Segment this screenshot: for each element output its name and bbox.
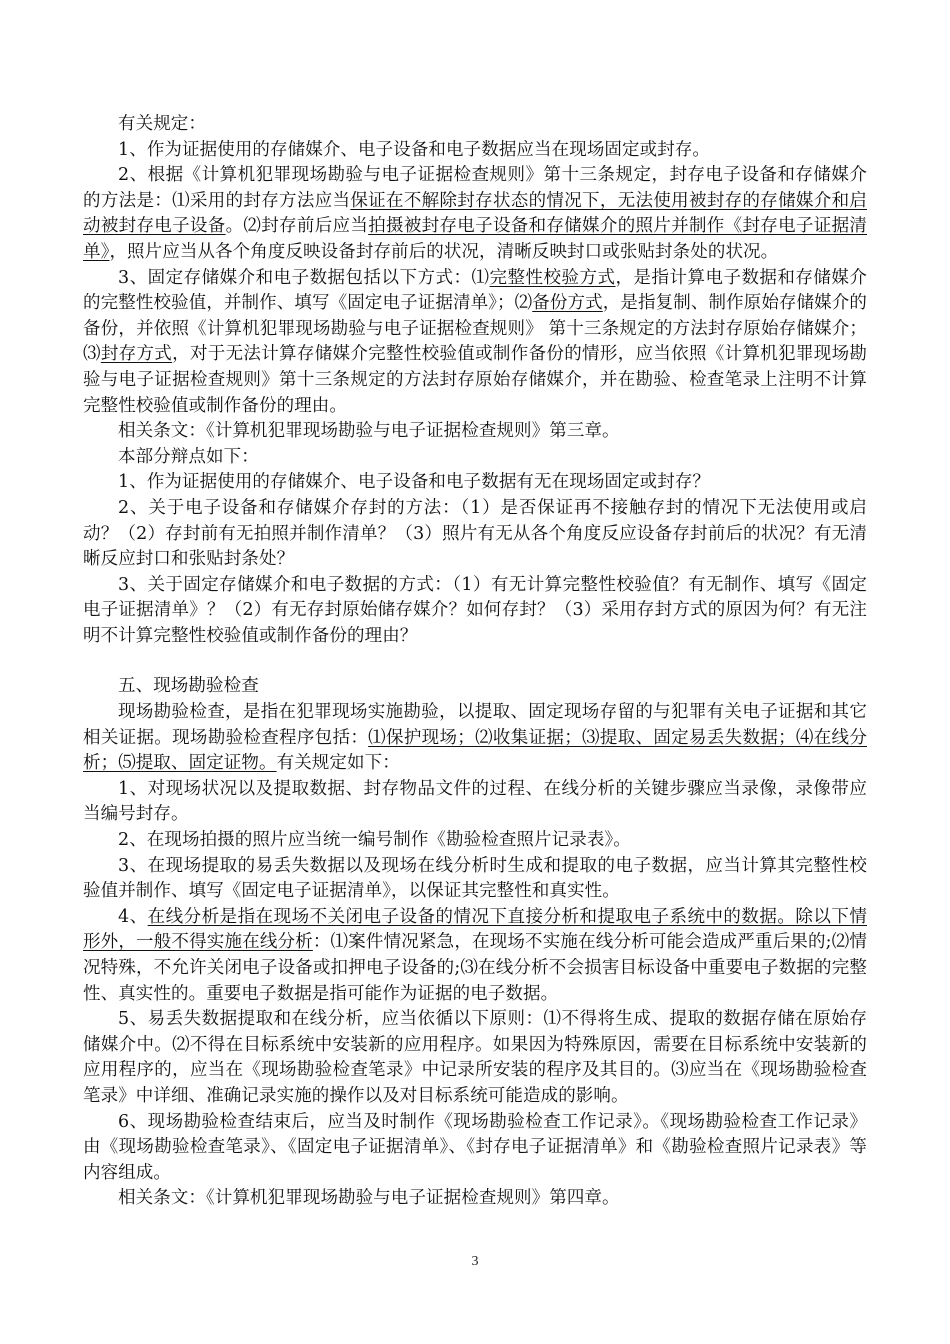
text-segment: 4、 [118, 906, 148, 927]
paragraph [83, 1007, 867, 1109]
text-segment: 1、对现场状况以及提取数据、封存物品文件的过程、在线分析的关键步骤应当录像，录像带应当编号封存。 [83, 778, 867, 825]
paragraph [83, 163, 867, 265]
text-segment: 有关规定如下： [276, 753, 400, 774]
paragraph [83, 470, 867, 496]
text-segment: 本部分辩点如下： [118, 446, 259, 467]
text-segment: ：⑴案件情况紧急，在现场不实施在线分析可能会造成严重后果的;⑵情况特殊，不允许关闭电子设备或扣押电子设备的;⑶在线分析不会损害目标设备中重要电子数据的完整性、真实性的。重要电子数据是指可能作为证据的电子数据。 [83, 932, 868, 1004]
text-segment: 2、在现场拍摄的照片应当统一编号制作《勘验检查照片记录表》。 [118, 830, 631, 851]
text-segment: 2、关于电子设备和存储媒介存封的方法：（1）是否保证再不接触存封的情况下无法使用或启动？（2）存封前有无拍照并制作清单？（3）照片有无从各个角度反应设备存封前后的状况？有无清晰反应封口和张贴封条处？ [83, 497, 867, 570]
text-segment: 2、根据《计算机犯罪现场勘验与电子证据检查规则》第十三条规定，封存电子设备和存储媒介的方法是：⑴采用的封存方法应当 [83, 165, 867, 211]
underlined-text: 在线分析是指在现场不关闭电子设备的情况下直接分析和提取电子系统中的数据。除以下情形外，一般不得实施在线分析 [83, 906, 867, 953]
underlined-text: 封存方式 [100, 344, 173, 365]
underlined-text: ⑴保护现场；⑵收集证据；⑶提取、固定易丢失数据；⑷在线分析；⑸提取、固定证物。 [83, 727, 867, 774]
paragraph [83, 138, 867, 164]
underlined-text: 备份方式 [532, 293, 603, 314]
text-segment: 有关规定： [118, 114, 206, 134]
paragraph [83, 854, 867, 905]
paragraph [83, 445, 867, 471]
paragraph [83, 674, 867, 700]
document-page [83, 112, 867, 1212]
paragraph [83, 700, 867, 777]
underlined-text: 完整性校验方式 [489, 267, 616, 288]
text-segment: ，是指计算电子数据和存储媒介的完整性校验值，并制作、填写《固定电子证据清单》；⑵ [83, 267, 868, 314]
text-segment: ，对于无法计算存储媒介完整性校验值或制作备份的情形，应当依照《计算机犯罪现场勘验与电子证据检查规则》第十三条规定的方法封存原始存储媒介，并在勘验、检查笔录上注明不计算完整性校验值或制作备份的理由。 [83, 344, 867, 416]
paragraph [83, 112, 867, 138]
text-segment: 3、关于固定存储媒介和电子数据的方式：（1）有无计算完整性校验值？有无制作、填写《固定电子证据清单》？（2）有无存封原始储存媒介？如何存封？（3）采用存封方式的原因为何？有无注明不计算完整性校验值或制作备份的理由？ [83, 574, 867, 646]
text-segment: 相关条文：《计算机犯罪现场勘验与电子证据检查规则》第四章。 [118, 1188, 620, 1209]
paragraph [83, 828, 867, 854]
paragraph [83, 1110, 867, 1187]
text-segment: ，照片应当从各个角度反映设备封存前后的状况，清晰反映封口或张贴封条处的状况。 [109, 241, 779, 262]
paragraph [83, 777, 867, 828]
text-segment: 6、现场勘验检查结束后，应当及时制作《现场勘验检查工作记录》。《现场勘验检查工作记录》由《现场勘验检查笔录》、《固定电子证据清单》、《封存电子证据清单》和《勘验检查照片记录表》等内容组成。 [83, 1111, 867, 1183]
text-segment: 3、在现场提取的易丢失数据以及现场在线分析时生成和提取的电子数据，应当计算其完整性校验值并制作、填写《固定电子证据清单》，以保证其完整性和真实性。 [83, 855, 867, 902]
paragraph [83, 573, 867, 650]
paragraph [83, 905, 867, 1007]
underlined-text: 拍摄被封存电子设备和存储媒介的照片并制作《封存电子证据清单》 [83, 216, 867, 262]
text-segment: 1、作为证据使用的存储媒介、电子设备和电子数据应当在现场固定或封存。 [118, 139, 711, 160]
paragraph [83, 1186, 867, 1212]
paragraph-gap [83, 649, 867, 674]
paragraph [83, 266, 867, 420]
underlined-text: 保证在不解除封存状态的情况下，无法使用被封存的存储媒介和启动被封存电子设备 [83, 190, 868, 237]
paragraph [83, 496, 867, 573]
text-segment: 1、作为证据使用的存储媒介、电子设备和电子数据有无在现场固定或封存？ [118, 472, 711, 493]
page-number: 3 [471, 1254, 479, 1269]
text-segment: 。⑵封存前后应当 [225, 216, 369, 237]
text-segment: 五、现场勘验检查 [118, 676, 259, 697]
text-segment: ，是指复制、制作原始存储媒介的备份，并依照《计算机犯罪现场勘验与电子证据检查规则》 第十三条规定的方法封存原始存储媒介；⑶ [83, 293, 867, 365]
text-segment: 5、易丢失数据提取和在线分析，应当依循以下原则：⑴不得将生成、提取的数据存储在原始存储媒介中。⑵不得在目标系统中安装新的应用程序。如果因为特殊原因，需要在目标系统中安装新的应用程序的，应当在《现场勘验检查笔录》中记录所安装的程序及其目的。⑶应当在《现场勘验检查笔录》中详细、准确记录实施的操作以及对目标系统可能造成的影响。 [83, 1009, 867, 1106]
text-segment: 3、固定存储媒介和电子数据包括以下方式：⑴ [118, 267, 490, 288]
text-segment: 现场勘验检查，是指在犯罪现场实施勘验，以提取、固定现场存留的与犯罪有关电子证据和其它相关证据。现场勘验检查程序包括： [83, 702, 867, 748]
text-segment: 相关条文：《计算机犯罪现场勘验与电子证据检查规则》第三章。 [118, 421, 620, 442]
paragraph [83, 419, 867, 445]
